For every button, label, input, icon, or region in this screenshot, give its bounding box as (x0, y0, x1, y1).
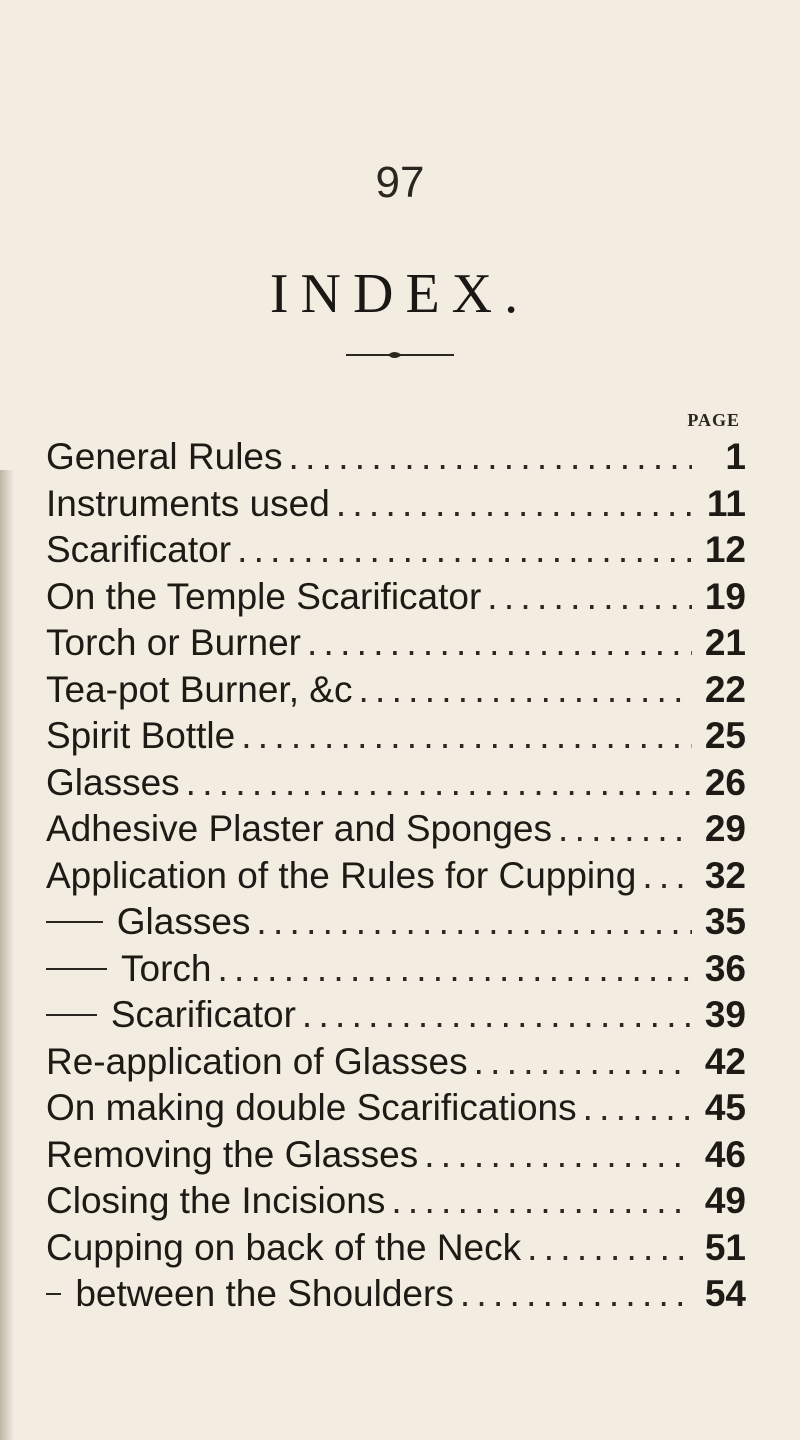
entry-label: Spirit Bottle (46, 715, 236, 756)
dot-leader (487, 574, 692, 621)
entry-page-number: 45 (704, 1087, 746, 1128)
ditto-dash (46, 921, 103, 923)
dot-leader (642, 853, 692, 900)
entry-page-number: 35 (704, 901, 746, 942)
index-entry (46, 667, 746, 714)
index-entry (46, 992, 746, 1039)
entry-label: On making double Scarifications (46, 1087, 577, 1128)
index-entry (46, 1085, 746, 1132)
entry-label: Glasses (46, 761, 180, 803)
index-entry (46, 620, 746, 667)
entry-page-number: 29 (704, 808, 746, 849)
dot-leader (424, 1132, 692, 1179)
ditto-dash (46, 1293, 61, 1295)
index-entry (46, 806, 746, 853)
index-entry (46, 853, 746, 900)
index-title: INDEX. (269, 263, 531, 325)
dot-leader (358, 667, 692, 714)
dot-leader (527, 1225, 692, 1272)
entry-page-number: 22 (704, 668, 746, 710)
dot-leader (391, 1178, 692, 1225)
entry-label: Scarificator (110, 994, 296, 1035)
index-entries (46, 434, 746, 1318)
entry-label: General Rules (46, 436, 283, 477)
ditto-dash (46, 1014, 97, 1016)
dot-leader (474, 1039, 692, 1086)
entry-page-number: 42 (704, 1040, 746, 1082)
entry-page-number: 26 (704, 761, 746, 803)
index-entry (46, 760, 746, 807)
index-entry (46, 713, 746, 760)
entry-page-number: 21 (704, 622, 746, 663)
dot-leader (241, 713, 692, 760)
ditto-dash (46, 968, 107, 970)
dot-leader (583, 1085, 692, 1132)
entry-label: Adhesive Plaster and Sponges (46, 808, 553, 849)
entry-label: Instruments used (46, 482, 330, 524)
index-entry (46, 1132, 746, 1179)
index-entry (46, 1271, 746, 1318)
entry-page-number: 51 (704, 1226, 746, 1268)
dot-leader (289, 434, 692, 481)
index-entry (46, 434, 746, 481)
entry-label: Application of the Rules for Cupping (46, 854, 637, 896)
index-entry (46, 1178, 746, 1225)
entry-label: Torch or Burner (46, 622, 301, 663)
dot-leader (218, 946, 693, 993)
entry-label: Torch (121, 947, 212, 989)
entry-label: Glasses (116, 901, 251, 942)
entry-label: Closing the Incisions (46, 1180, 386, 1221)
index-entry (46, 574, 746, 621)
entry-label: Cupping on back of the Neck (46, 1226, 522, 1268)
entry-page-number: 49 (704, 1180, 746, 1221)
dot-leader (302, 992, 692, 1039)
ornament-divider (340, 348, 460, 362)
index-entry (46, 1225, 746, 1272)
index-entry (46, 946, 746, 993)
entry-page-number: 19 (704, 575, 746, 617)
dot-leader (186, 760, 692, 807)
entry-label: Tea-pot Burner, &c (46, 668, 353, 710)
entry-page-number: 54 (704, 1273, 746, 1314)
entry-label: On the Temple Scarificator (46, 575, 482, 617)
entry-page-number: 12 (704, 529, 746, 570)
dot-leader (336, 481, 692, 528)
dot-leader (307, 620, 692, 667)
entry-label: between the Shoulders (75, 1273, 454, 1314)
binding-shadow (0, 470, 14, 1440)
dot-leader (256, 899, 692, 946)
index-entry (46, 899, 746, 946)
entry-label: Re-application of Glasses (46, 1040, 468, 1082)
entry-page-number: 36 (704, 947, 746, 989)
dot-leader (460, 1271, 692, 1318)
entry-page-number: 46 (704, 1133, 746, 1175)
page-column-header: PAGE (687, 410, 740, 430)
dot-leader (237, 527, 692, 574)
dot-leader (558, 806, 692, 853)
entry-page-number: 32 (704, 854, 746, 896)
index-entry (46, 1039, 746, 1086)
entry-label: Removing the Glasses (46, 1133, 419, 1175)
index-entry (46, 481, 746, 528)
entry-page-number: 1 (725, 436, 746, 477)
page-number: 97 (375, 158, 425, 207)
index-entry (46, 527, 746, 574)
entry-page-number: 11 (706, 482, 746, 524)
entry-label: Scarificator (46, 529, 232, 570)
entry-page-number: 39 (704, 994, 746, 1035)
entry-page-number: 25 (704, 715, 746, 756)
